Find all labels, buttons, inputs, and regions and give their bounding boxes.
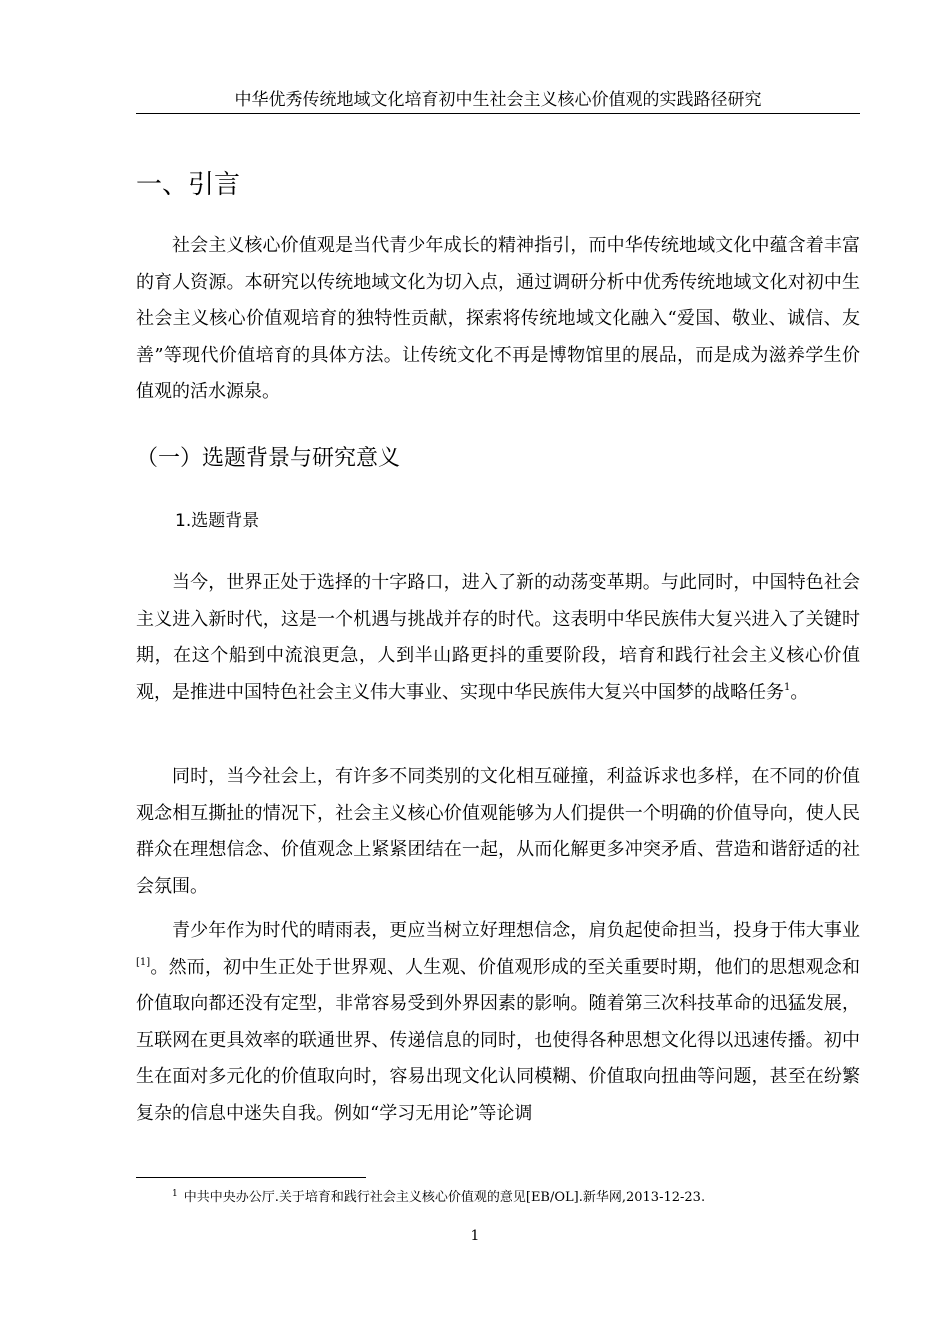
- body-paragraph-1: [136, 565, 860, 711]
- citation-reference[interactable]: [1]: [136, 956, 151, 968]
- subsection-heading: （一）选题背景与研究意义: [136, 446, 401, 471]
- body-paragraph-2: 同时，当今社会上，有许多不同类别的文化相互碰撞，利益诉求也多样，在不同的价值观念相互撕扯的情况下，社会主义核心价值观能够为人们提供一个明确的价值导向，使人民群众在理想信念、价值观念上紧紧团结在一起，从而化解更多冲突矛盾、营造和谐舒适的社会氛围。: [136, 766, 860, 897]
- sub-subsection-heading: 1.选题背景: [175, 511, 260, 531]
- paragraph-text: 青少年作为时代的晴雨表，更应当树立好理想信念，肩负起使命担当，投身于伟大事业: [172, 920, 860, 941]
- intro-paragraph: 社会主义核心价值观是当代青少年成长的精神指引，而中华传统地域文化中蕴含着丰富的育人资源。本研究以传统地域文化为切入点，通过调研分析中优秀传统地域文化对初中生社会主义核心价值观培育的独特性贡献，探索将传统地域文化融入“爱国、敬业、诚信、友善”等现代价值培育的具体方法。让传统文化不再是博物馆里的展品，而是成为滋养学生价值观的活水源泉。: [136, 235, 860, 402]
- footnote-reference[interactable]: 1: [784, 681, 791, 693]
- body-paragraph-3: [136, 913, 860, 1132]
- footnote-separator: [136, 1177, 366, 1178]
- footnote: [172, 1189, 705, 1207]
- footnote-marker: 1: [172, 1189, 178, 1199]
- running-header-title: 中华优秀传统地域文化培育初中生社会主义核心价值观的实践路径研究: [234, 90, 762, 110]
- paragraph-text-end: 。: [790, 681, 809, 703]
- paragraph-text-continued: 。然而，初中生正处于世界观、人生观、价值观形成的至关重要时期，他们的思想观念和价值取向都还没有定型，非常容易受到外界因素的影响。随着第三次科技革命的迅猛发展，互联网在更具效率的联通世界、传递信息的同时，也使得各种思想文化得以迅速传播。初中生在面对多元化的价值取向时，容易出现文化认同模糊、价值取向扭曲等问题，甚至在纷繁复杂的信息中迷失自我。例如“学习无用论”等论调: [136, 956, 860, 1124]
- footnote-text: 中共中央办公厅.关于培育和践行社会主义核心价值观的意见[EB/OL].新华网,2013-12-23.: [183, 1190, 706, 1205]
- paragraph-text: 当今，世界正处于选择的十字路口，进入了新的动荡变革期。与此同时，中国特色社会主义进入新时代，这是一个机遇与挑战并存的时代。这表明中华民族伟大复兴进入了关键时期，在这个船到中流浪更急，人到半山路更抖的重要阶段，培育和践行社会主义核心价值观，是推进中国特色社会主义伟大事业、实现中华民族伟大复兴中国梦的战略任务: [136, 572, 860, 703]
- page-number: 1: [470, 1228, 480, 1244]
- header-rule: [136, 113, 860, 114]
- section-heading: 一、引言: [136, 170, 241, 200]
